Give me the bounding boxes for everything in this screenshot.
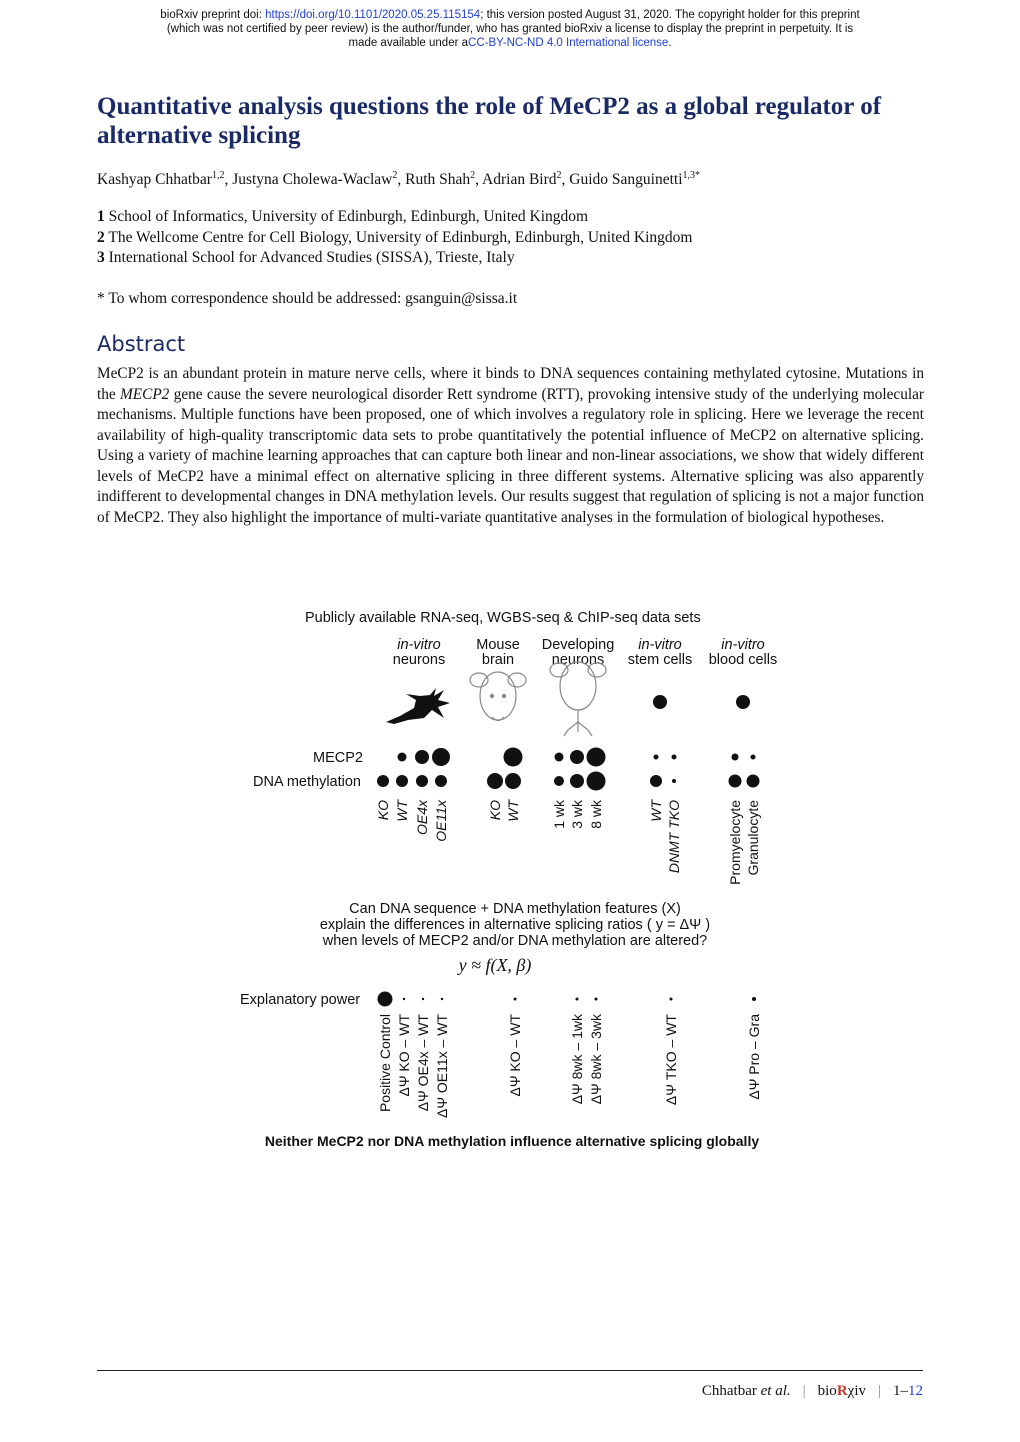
methylation-level-dot: [396, 775, 408, 787]
explanatory-power-dot: [422, 998, 424, 1000]
preprint-line3-suffix: .: [668, 37, 672, 49]
comparison-label: ΔΨ 8wk – 1wk: [569, 1014, 585, 1105]
paper-title: Quantitative analysis questions the role of MeCP2 as a global regulator of alternative splicing: [97, 93, 882, 149]
methylation-level-dot: [747, 775, 760, 788]
sample-label: KO: [375, 800, 391, 821]
methylation-level-dot: [377, 775, 389, 787]
sample-label: 8 wk: [588, 800, 604, 829]
developing-neuron-illustration: [550, 662, 606, 736]
preprint-notice: [60, 8, 960, 50]
comparison-label: Positive Control: [377, 1014, 393, 1113]
mouse-head-illustration: [470, 672, 526, 721]
explanatory-power-dot: [441, 998, 443, 1000]
question-line-3: when levels of MECP2 and/or DNA methylation are altered?: [322, 933, 708, 949]
sample-label: WT: [505, 800, 521, 822]
sample-label: KO: [487, 800, 503, 821]
footer-separator: |: [877, 1383, 881, 1399]
mecp2-level-dot: [432, 748, 450, 766]
methylation-level-dot: [416, 775, 428, 787]
mecp2-level-dot: [751, 755, 756, 760]
explanatory-power-dot: [514, 998, 517, 1001]
sample-label: 1 wk: [551, 800, 567, 829]
column-header: in-vitro: [721, 637, 765, 653]
row-label-dna-methylation: DNA methylation: [253, 774, 361, 790]
sample-label: Granulocyte: [745, 800, 761, 876]
mecp2-level-dot: [587, 748, 606, 767]
question-line-1: Can DNA sequence + DNA methylation features (X): [349, 901, 681, 917]
footer-page: 1–12: [893, 1383, 923, 1399]
comparison-label-row: [377, 1013, 762, 1118]
comparison-label: ΔΨ TKO – WT: [663, 1014, 679, 1106]
affiliation-item: [97, 207, 927, 228]
abstract-body: [97, 364, 924, 528]
mecp2-level-dot: [415, 750, 429, 764]
methylation-level-dot: [729, 775, 742, 788]
mecp2-level-dot: [654, 755, 659, 760]
methylation-level-dot: [570, 774, 584, 788]
affiliation-number: 3: [97, 249, 105, 266]
model-equation: y ≈ f(X, β): [458, 955, 532, 975]
author-name: Kashyap Chhatbar: [97, 171, 212, 189]
affiliation-item: [97, 228, 927, 249]
mecp2-level-dot: [672, 755, 677, 760]
affiliation-list: [97, 207, 927, 269]
explanatory-power-dot: [595, 998, 598, 1001]
preprint-prefix: bioRxiv preprint doi:: [160, 9, 266, 21]
author-name: Ruth Shah: [405, 171, 471, 189]
preprint-middle: ; this version posted August 31, 2020. The copyright holder for this preprint: [480, 9, 860, 21]
figure-conclusion: Neither MeCP2 nor DNA methylation influence alternative splicing globally: [264, 1133, 760, 1149]
methylation-dot-row: [377, 772, 760, 791]
footer-rule: [97, 1370, 923, 1371]
column-header: stem cells: [627, 652, 693, 668]
comparison-label: ΔΨ 8wk – 3wk: [588, 1014, 604, 1105]
author-affil-sup: 1,2: [211, 170, 225, 181]
sample-label-row: [375, 799, 761, 885]
mecp2-level-dot: [504, 748, 523, 767]
abstract-part1: MeCP2 is an abundant protein in mature nerve cells, where it binds to DNA sequences containing methylated cytosine. Mutations in the: [97, 365, 924, 403]
affiliation-item: [97, 248, 927, 269]
abstract-heading: Abstract: [97, 332, 186, 356]
author-affil-sup: 2: [556, 170, 562, 181]
sample-label: DNMT TKO: [666, 800, 682, 874]
doi-link[interactable]: https://doi.org/10.1101/2020.05.25.115154: [265, 9, 481, 21]
sample-label: WT: [394, 800, 410, 822]
column-header: Developing: [541, 637, 615, 653]
sample-label: OE11x: [433, 800, 449, 842]
column-header: neurons: [551, 652, 605, 668]
methylation-level-dot: [505, 773, 521, 789]
methylation-level-dot: [435, 775, 447, 787]
explanatory-power-label: Explanatory power: [240, 992, 361, 1008]
author-affil-sup: 2: [392, 170, 398, 181]
abstract-gene-name: MECP2: [120, 385, 170, 403]
author-name: Guido Sanguinetti: [569, 171, 683, 189]
footer-author: Chhatbar: [701, 1383, 761, 1399]
page-footer: [702, 1382, 923, 1400]
blood-cell-illustration: [736, 695, 750, 709]
author-affil-sup: 2: [470, 170, 476, 181]
column-header: Mouse: [476, 637, 520, 653]
column-header: in-vitro: [638, 637, 682, 653]
column-header: blood cells: [708, 652, 778, 668]
sample-label: Promyelocyte: [727, 800, 743, 885]
graphical-abstract-figure: [230, 600, 800, 1160]
question-line-2: explain the differences in alternative splicing ratios ( y = ΔΨ ): [319, 917, 711, 933]
preprint-line2: (which was not certified by peer review) is the author/funder, who has granted bioRxiv a license to display the preprint in perpetuity. It is: [166, 23, 854, 35]
explanatory-power-dot: [378, 992, 393, 1007]
comparison-label: ΔΨ KO – WT: [507, 1014, 523, 1097]
author-name: Justyna Cholewa-Waclaw: [232, 171, 393, 189]
sample-label: WT: [648, 800, 664, 822]
figure-header: Publicly available RNA-seq, WGBS-seq & ChIP-seq data sets: [305, 610, 701, 626]
affiliation-text: The Wellcome Centre for Cell Biology, University of Edinburgh, Edinburgh, United Kingdom: [108, 228, 693, 246]
methylation-level-dot: [587, 772, 606, 791]
methylation-level-dot: [650, 775, 662, 787]
mecp2-level-dot: [732, 754, 739, 761]
methylation-level-dot: [554, 776, 564, 786]
mecp2-level-dot: [398, 753, 407, 762]
explanatory-power-dot: [670, 998, 673, 1001]
column-header: brain: [481, 652, 515, 668]
sample-label: 3 wk: [569, 800, 585, 829]
explanatory-power-dot: [752, 997, 756, 1001]
methylation-level-dot: [487, 773, 503, 789]
footer-journal: bioRχiv: [817, 1383, 866, 1399]
comparison-label: ΔΨ KO – WT: [396, 1014, 412, 1097]
column-header: in-vitro: [397, 637, 441, 653]
author-list: Kashyap Chhatbar$^{1,2}$, Justyna Cholewa-Waclaw$^2$, Ruth Shah$^2$, Adrian Bird$^2$, Guido Sanguinetti$^{1,3*}$: [97, 170, 701, 189]
preprint-line3-prefix: made available under a: [348, 37, 469, 49]
author-name: Adrian Bird: [482, 171, 557, 189]
stem-cell-illustration: [653, 695, 667, 709]
explanatory-power-dot: [576, 998, 579, 1001]
affiliation-text: International School for Advanced Studies (SISSA), Trieste, Italy: [108, 249, 515, 266]
footer-etal: et al.: [760, 1383, 791, 1399]
author-affil-sup: 1,3*: [682, 170, 701, 181]
sample-label: OE4x: [414, 800, 430, 836]
affiliation-number: 2: [97, 228, 105, 246]
comparison-label: ΔΨ Pro – Gra: [746, 1014, 762, 1100]
abstract-part2: gene cause the severe neurological disorder Rett syndrome (RTT), provoking intensive study of the underlying molecular mechanisms. Multiple functions have been proposed, one of which involves a regulatory role in splicing. Here we leverage the recent availability of high-quality transcriptomic data sets to probe quantitatively the potential influence of MeCP2 on alternative splicing. Using a variety of machine learning approaches that can capture both linear and non-linear associations, we show that widely different levels of MeCP2 have a minimal effect on alternative splicing in three different systems. Alternative splicing was also apparently indifferent to developmental changes in DNA methylation levels. Our results suggest that regulation of splicing is not a major function of MeCP2. They also highlight the importance of multi-variate quantitative analyses in the formulation of biological hypotheses.: [97, 385, 925, 526]
affiliation-number: 1: [97, 208, 105, 225]
footer-separator: |: [802, 1383, 806, 1399]
affiliation-text: School of Informatics, University of Edinburgh, Edinburgh, United Kingdom: [108, 208, 589, 225]
mecp2-level-dot: [555, 753, 564, 762]
license-link[interactable]: CC-BY-NC-ND 4.0 International license: [468, 37, 669, 49]
methylation-level-dot: [672, 779, 676, 783]
correspondence-note: * To whom correspondence should be addressed: gsanguin@sissa.it: [97, 290, 518, 307]
comparison-label: ΔΨ OE4x – WT: [415, 1014, 431, 1112]
column-header: neurons: [392, 652, 446, 668]
comparison-label: ΔΨ OE11x – WT: [434, 1014, 450, 1119]
mecp2-level-dot: [570, 750, 584, 764]
explanatory-power-dot: [403, 998, 405, 1000]
neuron-illustration: [386, 688, 450, 724]
explanatory-power-dot-row: [378, 992, 757, 1007]
row-label-mecp2: MECP2: [313, 750, 363, 766]
mecp2-dot-row: [398, 748, 756, 767]
